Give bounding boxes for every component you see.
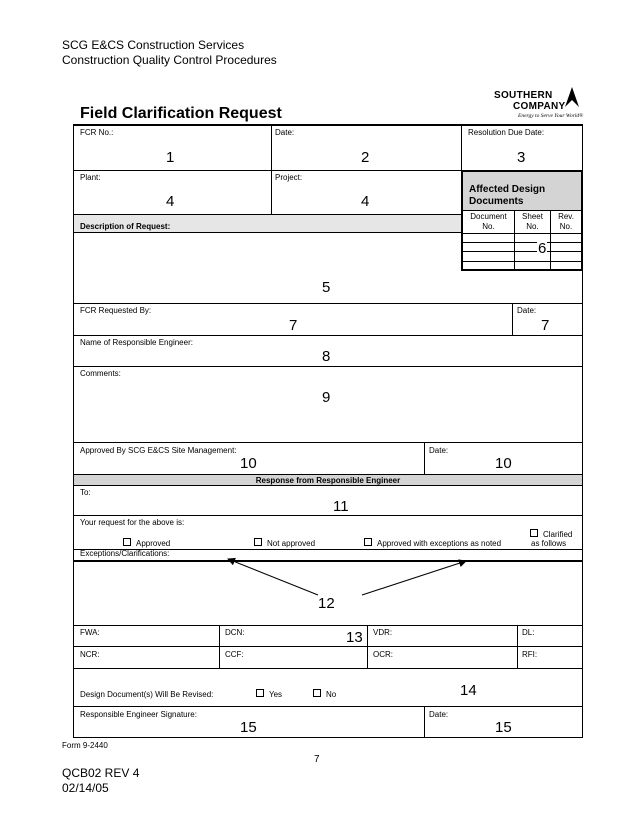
southern-company-logo bbox=[470, 86, 582, 122]
signature-marker[interactable]: 15 bbox=[240, 719, 257, 736]
clarified-option-label-2: as follows bbox=[531, 539, 567, 548]
doc-no-header-line-1: Document bbox=[470, 212, 507, 221]
requested-by-label: FCR Requested By: bbox=[80, 306, 152, 315]
exceptions-marker[interactable]: 12 bbox=[318, 595, 335, 612]
clarified-checkbox[interactable] bbox=[530, 529, 538, 537]
sheet-no-header bbox=[515, 212, 550, 232]
yes-checkbox[interactable] bbox=[256, 689, 264, 697]
logo-line-1: SOUTHERN bbox=[494, 90, 553, 101]
yes-label: Yes bbox=[269, 690, 283, 699]
fcr-no-label: FCR No.: bbox=[80, 128, 114, 137]
not-approved-checkbox[interactable] bbox=[254, 538, 262, 546]
affected-docs-marker[interactable]: 6 bbox=[538, 240, 547, 257]
procedures-title: Construction Quality Control Procedures bbox=[62, 53, 277, 67]
page-number: 7 bbox=[314, 754, 320, 765]
revised-label: Design Document(s) Will Be Revised: bbox=[80, 690, 214, 699]
not-approved-option-label: Not approved bbox=[267, 539, 316, 548]
doc-no-header bbox=[463, 212, 514, 232]
clarified-option-label: Clarified bbox=[543, 530, 573, 539]
exceptions-label: Exceptions/Clarifications: bbox=[80, 549, 170, 558]
description-marker[interactable]: 5 bbox=[322, 279, 331, 296]
no-label: No bbox=[326, 690, 337, 699]
sheet-no-header-line-2: No. bbox=[526, 222, 539, 231]
dcn-label: DCN: bbox=[225, 628, 245, 637]
approved-by-marker[interactable]: 10 bbox=[240, 455, 257, 472]
dl-label: DL: bbox=[522, 628, 535, 637]
signature-label: Responsible Engineer Signature: bbox=[80, 710, 197, 719]
resolution-date-marker[interactable]: 3 bbox=[517, 149, 526, 166]
description-label: Description of Request: bbox=[80, 222, 171, 231]
approved-by-label: Approved By SCG E&CS Site Management: bbox=[80, 446, 237, 455]
logo-tagline: Energy to Serve Your World® bbox=[518, 113, 584, 119]
rev-no-header-line-2: No. bbox=[559, 222, 573, 231]
to-marker[interactable]: 11 bbox=[333, 498, 349, 515]
request-label: Your request for the above is: bbox=[80, 518, 185, 527]
ccf-label: CCF: bbox=[225, 650, 244, 659]
date-marker[interactable]: 2 bbox=[361, 149, 370, 166]
requested-by-marker[interactable]: 7 bbox=[289, 317, 298, 334]
requested-date-marker[interactable]: 7 bbox=[541, 317, 550, 334]
fcr-no-marker[interactable]: 1 bbox=[166, 149, 175, 166]
document-revision: QCB02 REV 4 bbox=[62, 766, 140, 780]
arrow-left-icon bbox=[228, 559, 318, 595]
approved-exceptions-checkbox[interactable] bbox=[364, 538, 372, 546]
affected-docs-title-line-1: Affected Design bbox=[469, 184, 546, 195]
project-marker[interactable]: 4 bbox=[361, 193, 370, 210]
engineer-label: Name of Responsible Engineer: bbox=[80, 338, 193, 347]
project-label: Project: bbox=[275, 173, 303, 182]
approved-date-marker[interactable]: 10 bbox=[495, 455, 512, 472]
affected-docs-title bbox=[469, 184, 545, 208]
affected-docs-title-line-2: Documents bbox=[469, 196, 524, 207]
requested-date-label: Date: bbox=[517, 306, 537, 315]
signature-date-marker[interactable]: 15 bbox=[495, 719, 512, 736]
sheet-no-header-line-1: Sheet bbox=[522, 212, 543, 221]
plant-label: Plant: bbox=[80, 173, 101, 182]
engineer-marker[interactable]: 8 bbox=[322, 348, 331, 365]
logo-line-2: COMPANY bbox=[513, 101, 566, 112]
to-label: To: bbox=[80, 488, 91, 497]
comments-label: Comments: bbox=[80, 369, 121, 378]
comments-marker[interactable]: 9 bbox=[322, 389, 331, 406]
document-date: 02/14/05 bbox=[62, 781, 109, 795]
fwa-label: FWA: bbox=[80, 628, 100, 637]
rev-no-header bbox=[551, 212, 581, 232]
revised-marker[interactable]: 14 bbox=[460, 682, 477, 699]
rfi-label: RFI: bbox=[522, 650, 538, 659]
response-header: Response from Responsible Engineer bbox=[255, 476, 401, 485]
rev-no-header-line-1: Rev. bbox=[558, 212, 574, 221]
arrow-right-icon bbox=[362, 561, 466, 595]
signature-date-label: Date: bbox=[429, 710, 449, 719]
ncr-label: NCR: bbox=[80, 650, 100, 659]
logo-mark-icon bbox=[564, 86, 580, 108]
resolution-date-label: Resolution Due Date: bbox=[468, 128, 545, 137]
approved-option-label: Approved bbox=[136, 539, 171, 548]
doc-no-header-line-2: No. bbox=[482, 222, 495, 231]
no-checkbox[interactable] bbox=[313, 689, 321, 697]
form-number: Form 9-2440 bbox=[62, 741, 108, 750]
approved-date-label: Date: bbox=[429, 446, 449, 455]
plant-marker[interactable]: 4 bbox=[166, 193, 175, 210]
ocr-label: OCR: bbox=[373, 650, 393, 659]
form-title: Field Clarification Request bbox=[80, 105, 282, 122]
date-label: Date: bbox=[275, 128, 295, 137]
approved-exceptions-option-label: Approved with exceptions as noted bbox=[377, 539, 502, 548]
vdr-label: VDR: bbox=[373, 628, 393, 637]
doc-refs-marker[interactable]: 13 bbox=[346, 629, 363, 646]
approved-checkbox[interactable] bbox=[123, 538, 131, 546]
company-name: SCG E&CS Construction Services bbox=[62, 38, 245, 52]
